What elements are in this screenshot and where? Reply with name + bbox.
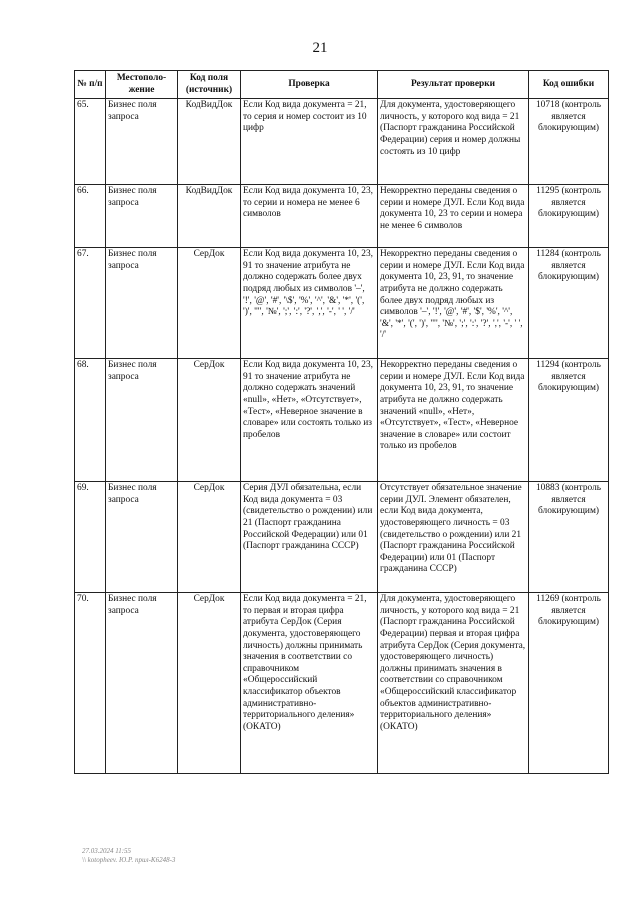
row-check: Серия ДУЛ обязательна, если Код вида документа = 03 (свидетельство о рождении) или 21 (Паспорт гражданина Российской Федерации) или 01 (Паспорт гражданина СССР): [241, 482, 378, 593]
row-field-code: СерДок: [178, 482, 241, 593]
row-result: Для документа, удостоверяющего личность, у которого код вида = 21 (Паспорт гражданина Российской Федерации) серия и номер должны состоять из 10 цифр: [378, 99, 529, 185]
row-result: Некорректно переданы сведения о серии и номере ДУЛ. Если Код вида документа 10, 23, 91, то значение атрибута не должно содержать более двух подряд любых из символов '–', '!', '@', '#', '$', '%', '^', '&', '*', '(', ')', '"', '№', ';', ':', '?', ',', '-', ' ', '/': [378, 248, 529, 359]
header-error-code: Код ошибки: [529, 71, 609, 99]
row-num: 66.: [75, 185, 106, 248]
row-location: Бизнес поля запроса: [106, 593, 178, 774]
row-error-code: 10718 (контроль является блокирующим): [529, 99, 609, 185]
row-error-code: 11294 (контроль является блокирующим): [529, 359, 609, 482]
row-error-code: 11269 (контроль является блокирующим): [529, 593, 609, 774]
footer-stamp: [82, 847, 175, 865]
row-num: 65.: [75, 99, 106, 185]
row-field-code: СерДок: [178, 248, 241, 359]
table-header-row: [75, 71, 609, 99]
checks-table: [74, 70, 609, 774]
table-row: [75, 185, 609, 248]
table-row: [75, 593, 609, 774]
footer-path: \\ kotopheev. Ю.Р. прил-К6248-3: [82, 856, 176, 864]
row-field-code: КодВидДок: [178, 99, 241, 185]
table-row: [75, 248, 609, 359]
footer-timestamp: 27.03.2024 11:55: [82, 847, 132, 855]
row-location: Бизнес поля запроса: [106, 185, 178, 248]
row-field-code: КодВидДок: [178, 185, 241, 248]
row-error-code: 11284 (контроль является блокирующим): [529, 248, 609, 359]
row-error-code: 10883 (контроль является блокирующим): [529, 482, 609, 593]
row-error-code: 11295 (контроль является блокирующим): [529, 185, 609, 248]
table-row: [75, 359, 609, 482]
row-check: Если Код вида документа 10, 23, то серии и номера не менее 6 символов: [241, 185, 378, 248]
row-field-code: СерДок: [178, 593, 241, 774]
header-field-code: Код поля (источник): [178, 71, 241, 99]
table-row: [75, 99, 609, 185]
header-check: Проверка: [241, 71, 378, 99]
row-location: Бизнес поля запроса: [106, 482, 178, 593]
row-location: Бизнес поля запроса: [106, 99, 178, 185]
row-result: Некорректно переданы сведения о серии и номере ДУЛ. Если Код вида документа 10, 23 то серии и номера не менее 6 символов: [378, 185, 529, 248]
header-num: № п/п: [75, 71, 106, 99]
header-result: Результат проверки: [378, 71, 529, 99]
row-num: 69.: [75, 482, 106, 593]
row-num: 68.: [75, 359, 106, 482]
row-result: Отсутствует обязательное значение серии ДУЛ. Элемент обязателен, если Код вида документа, удостоверяющего личность = 03 (свидетельство о рождении) или 21 (Паспорт гражданина Российской Федерации) или 01 (Паспорт гражданина СССР): [378, 482, 529, 593]
row-check: Если Код вида документа = 21, то первая и вторая цифра атрибута СерДок (Серия документа, удостоверяющего личность) должны принимать значения в соответствии со справочником «Общероссийский классификатор объектов административно-территориального деления» (ОКАТО): [241, 593, 378, 774]
row-result: Некорректно переданы сведения о серии и номере ДУЛ. Если Код вида документа 10, 23, 91, то значение атрибута не должно содержать значений «null», «Нет», «Отсутствует», «Тест», «Неверное значение в словаре» или состоит только из пробелов: [378, 359, 529, 482]
row-check: Если Код вида документа 10, 23, 91 то значение атрибута не должно содержать значений «null», «Нет», «Отсутствует», «Тест», «Неверное значение в словаре» или состоять только из пробелов: [241, 359, 378, 482]
header-location: Местополо-жение: [106, 71, 178, 99]
row-result: Для документа, удостоверяющего личность, у которого код вида = 21 (Паспорт гражданина Российской Федерации) первая и вторая цифра атрибута СерДок (Серия документа, удостоверяющего личность) должны принимать значения в соответствии со справочником «Общероссийский классификатор объектов административно-территориального деления» (ОКАТО): [378, 593, 529, 774]
row-check: Если Код вида документа 10, 23, 91 то значение атрибута не должно содержать более двух подряд любых из символов '–', '!', '@', '#', '\$', '%', '^', '&', '*', '(', ')', '"', '№', ';', ':', '?', ',', '-', ' ', '/': [241, 248, 378, 359]
row-field-code: СерДок: [178, 359, 241, 482]
page-number: 21: [312, 40, 328, 56]
row-check: Если Код вида документа = 21, то серия и номер состоит из 10 цифр: [241, 99, 378, 185]
row-num: 70.: [75, 593, 106, 774]
row-location: Бизнес поля запроса: [106, 359, 178, 482]
table-row: [75, 482, 609, 593]
row-num: 67.: [75, 248, 106, 359]
row-location: Бизнес поля запроса: [106, 248, 178, 359]
